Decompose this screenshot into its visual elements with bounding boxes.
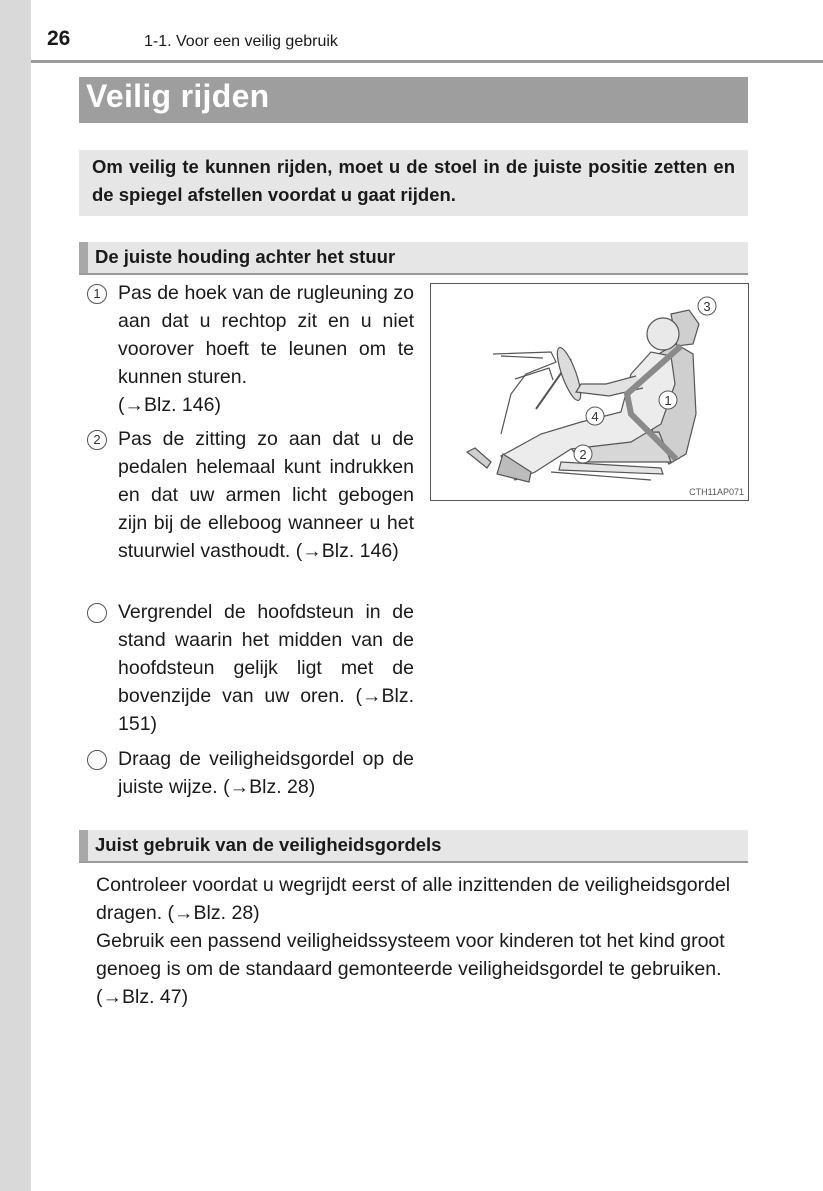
paragraph: Controleer voordat u wegrijdt eerst of alle inzittenden de veiligheidsgordel dragen. (→Blz. 28) <box>96 874 731 924</box>
callout-2: 2 <box>579 447 587 462</box>
section-heading-text: Juist gebruik van de veiligheidsgordels <box>95 834 442 855</box>
header-divider <box>31 60 823 63</box>
page-reference-link[interactable]: (→Blz. 146) <box>118 394 221 416</box>
number-badge <box>87 750 107 770</box>
callout-4: 4 <box>591 409 599 424</box>
list-item-text: Vergrendel de hoofdsteun in de stand waarin het midden van de hoofdsteun gelijk ligt met de bovenzijde van uw oren. (→Blz. 151) <box>118 601 414 735</box>
page-title: Veilig rijden <box>86 78 270 114</box>
intro-text: Om veilig te kunnen rijden, moet u de stoel in de juiste positie zetten en de spiegel afstellen voordat u gaat rijden. <box>92 156 735 205</box>
intro-box <box>79 150 748 216</box>
seatbelt-body-text <box>96 871 741 1011</box>
page-side-margin <box>0 0 31 1191</box>
figure-code: CTH11AP071 <box>689 487 744 497</box>
section-heading-posture <box>79 242 748 275</box>
paragraph: Gebruik een passend veiligheidssysteem voor kinderen tot het kind groot genoeg is om de standaard gemonteerde veiligheidsgordel te gebruiken. (→Blz. 47) <box>96 930 725 1008</box>
section-heading-text: De juiste houding achter het stuur <box>95 246 396 267</box>
callout-3: 3 <box>703 299 711 314</box>
section-heading-seatbelts <box>79 830 748 863</box>
list-item-text: Pas de hoek van de rugleuning zo aan dat u rechtop zit en u niet voorover hoeft te leunen om te kunnen sturen. <box>118 282 414 388</box>
list-item-text: Draag de veiligheidsgordel op de juiste wijze. (→Blz. 28) <box>118 748 414 798</box>
section-reference: 1-1. Voor een veilig gebruik <box>144 33 338 50</box>
page-title-bar <box>79 77 748 123</box>
driver-seat-drawing <box>431 284 748 500</box>
list-item-text: Pas de zitting zo aan dat u de pedalen helemaal kunt indrukken en dat uw armen licht gebogen zijn bij de elleboog wanneer u het stuurwiel vasthoudt. (→Blz. 146) <box>118 428 414 562</box>
driving-posture-illustration <box>430 283 749 501</box>
number-badge <box>87 603 107 623</box>
page-number: 26 <box>47 27 71 50</box>
number-badge: 2 <box>87 430 107 450</box>
number-badge: 1 <box>87 284 107 304</box>
callout-1: 1 <box>664 393 672 408</box>
